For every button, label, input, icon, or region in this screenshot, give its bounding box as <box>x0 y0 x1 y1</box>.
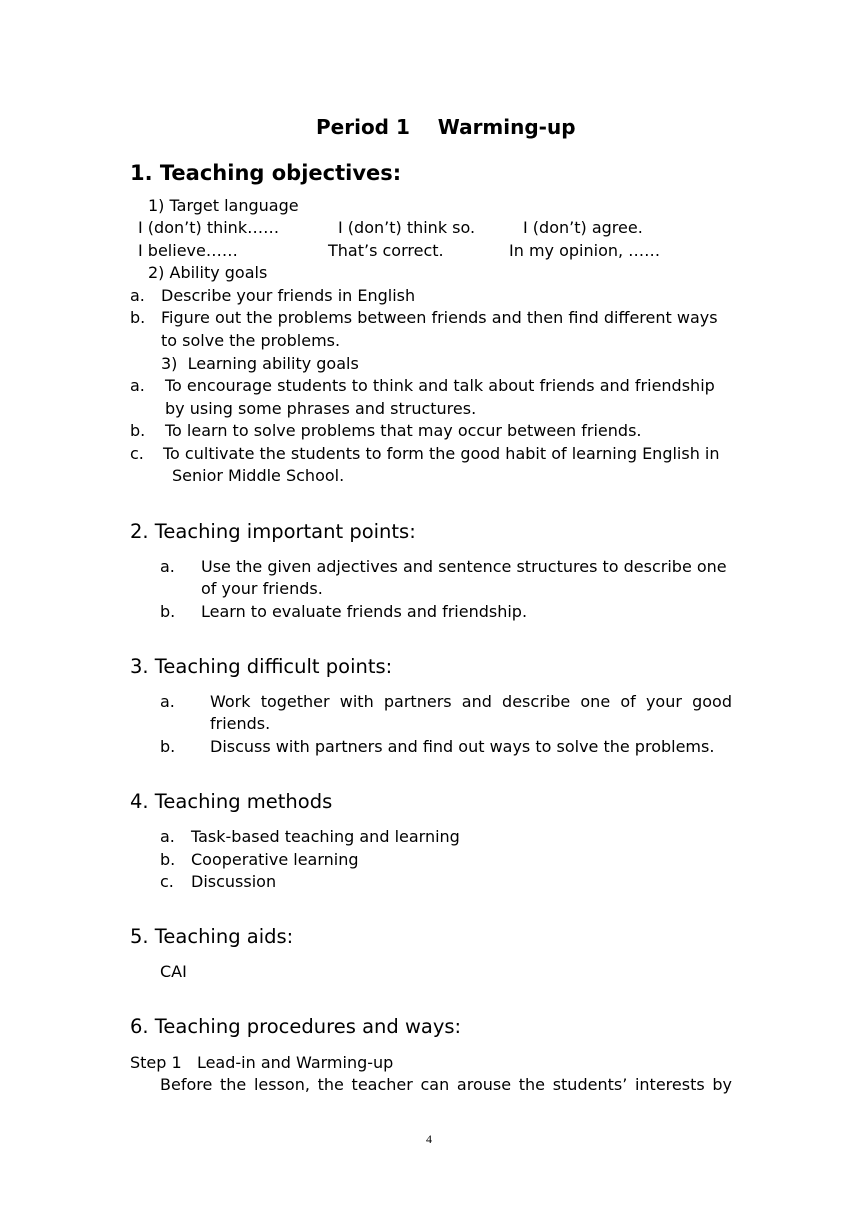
phrase: I believe…… <box>138 241 238 260</box>
list-item-text: Work together with partners and describe one of your good <box>210 692 732 711</box>
list-item-text: To encourage students to think and talk about friends and friendship <box>165 376 715 395</box>
list-marker: a. <box>160 557 175 576</box>
section-heading-methods: 4. Teaching methods <box>130 790 333 813</box>
page-number: 4 <box>426 1132 432 1146</box>
list-item-text: Describe your friends in English <box>161 286 416 305</box>
list-item-text: Senior Middle School. <box>172 466 345 485</box>
list-item-text: Cooperative learning <box>191 850 359 869</box>
list-marker: a. <box>130 376 145 395</box>
list-item-text: Learn to evaluate friends and friendship. <box>201 602 528 621</box>
list-item-text: To cultivate the students to form the good habit of learning English in <box>163 444 720 463</box>
list-marker: b. <box>130 421 146 440</box>
section-heading-aids: 5. Teaching aids: <box>130 925 294 948</box>
section-heading-difficult-points: 3. Teaching difficult points: <box>130 655 393 678</box>
paragraph-text: Before the lesson, the teacher can arouse the students’ interests by <box>160 1075 732 1094</box>
subheading-ability-goals: 2) Ability goals <box>148 263 268 282</box>
section-heading-important-points: 2. Teaching important points: <box>130 520 416 543</box>
list-item-text: Use the given adjectives and sentence structures to describe one <box>201 557 727 576</box>
list-marker: b. <box>160 737 176 756</box>
list-marker: b. <box>160 850 176 869</box>
subheading-learning-goals: 3) Learning ability goals <box>161 354 359 373</box>
list-item-text: of your friends. <box>201 579 323 598</box>
phrase: That’s correct. <box>328 241 444 260</box>
section-heading-objectives: 1. Teaching objectives: <box>130 161 402 185</box>
list-marker: a. <box>160 692 175 711</box>
list-item-text: Figure out the problems between friends and then find different ways <box>161 308 718 327</box>
phrase: I (don’t) think so. <box>338 218 476 237</box>
list-item-text: Task-based teaching and learning <box>191 827 460 846</box>
list-marker: c. <box>130 444 144 463</box>
list-marker: b. <box>130 308 146 327</box>
list-item-text: to solve the problems. <box>161 331 341 350</box>
page-title: Period 1 Warming-up <box>316 115 576 139</box>
list-marker: c. <box>160 872 174 891</box>
list-marker: a. <box>130 286 145 305</box>
list-item-text: by using some phrases and structures. <box>165 399 477 418</box>
list-marker: b. <box>160 602 176 621</box>
phrase: I (don’t) think…… <box>138 218 280 237</box>
phrase: In my opinion, …… <box>509 241 661 260</box>
section-heading-procedures: 6. Teaching procedures and ways: <box>130 1015 462 1038</box>
phrase: I (don’t) agree. <box>523 218 643 237</box>
list-item-text: Discussion <box>191 872 277 891</box>
list-item-text: friends. <box>210 714 271 733</box>
list-item-text: Discuss with partners and find out ways to solve the problems. <box>210 737 715 756</box>
list-item-text: To learn to solve problems that may occur between friends. <box>165 421 642 440</box>
aids-content: CAI <box>160 962 187 981</box>
subheading-target-language: 1) Target language <box>148 196 299 215</box>
step-heading: Step 1 Lead-in and Warming-up <box>130 1053 394 1072</box>
list-marker: a. <box>160 827 175 846</box>
